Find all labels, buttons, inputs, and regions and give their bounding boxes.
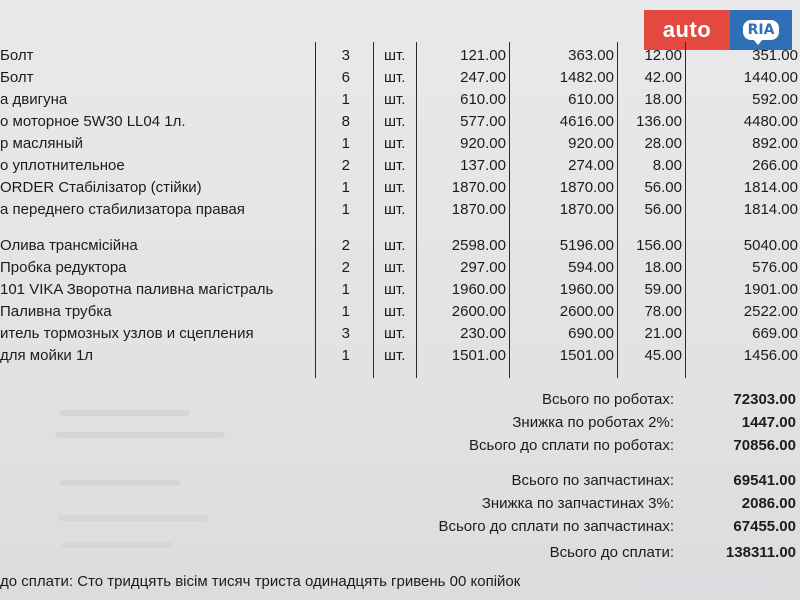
- cell-discount: 156.00: [636, 237, 682, 254]
- cell-sum: 5196.00: [559, 237, 614, 254]
- cell-total: 1814.00: [743, 179, 798, 196]
- total-label: Знижка по запчастинах 3%:: [481, 495, 674, 512]
- cell-price: 297.00: [460, 259, 506, 276]
- cell-unit: шт.: [384, 259, 406, 276]
- cell-qty: 1: [341, 179, 350, 196]
- cell-total: 2522.00: [743, 303, 798, 320]
- cell-unit: шт.: [384, 113, 406, 130]
- cell-name: 101 VIKA Зворотна паливна магістраль: [0, 281, 274, 298]
- cell-total: 1814.00: [743, 201, 798, 218]
- bleed-through-mark: [55, 432, 225, 438]
- cell-discount: 56.00: [644, 179, 682, 196]
- cell-price: 1870.00: [451, 179, 506, 196]
- cell-unit: шт.: [384, 135, 406, 152]
- cell-name: а двигуна: [0, 91, 68, 108]
- logo-auto-text: auto: [644, 10, 730, 50]
- table-row: [0, 323, 800, 345]
- bleed-through-mark: [60, 480, 180, 486]
- total-value: 70856.00: [733, 437, 796, 454]
- cell-sum: 594.00: [568, 259, 614, 276]
- total-label: Всього до сплати по роботах:: [468, 437, 674, 454]
- cell-discount: 8.00: [652, 157, 682, 174]
- cell-price: 1501.00: [451, 347, 506, 364]
- cell-unit: шт.: [384, 91, 406, 108]
- cell-sum: 1870.00: [559, 201, 614, 218]
- table-row: [0, 89, 800, 111]
- total-value: 138311.00: [725, 544, 796, 561]
- total-label: Всього до сплати:: [549, 544, 674, 561]
- cell-unit: шт.: [384, 47, 406, 64]
- bleed-through-mark: [58, 515, 208, 521]
- amount-in-words: до сплати: Сто тридцять вісім тисяч триста одинадцять гривень 00 копійок: [0, 573, 521, 590]
- cell-name: Болт: [0, 47, 34, 64]
- cell-discount: 56.00: [644, 201, 682, 218]
- cell-total: 892.00: [752, 135, 798, 152]
- cell-discount: 12.00: [644, 47, 682, 64]
- table-row: [0, 111, 800, 133]
- cell-sum: 1482.00: [559, 69, 614, 86]
- total-value: 67455.00: [733, 518, 796, 535]
- cell-qty: 1: [341, 303, 350, 320]
- cell-discount: 59.00: [644, 281, 682, 298]
- cell-sum: 274.00: [568, 157, 614, 174]
- cell-total: 1440.00: [743, 69, 798, 86]
- cell-name: Болт: [0, 69, 34, 86]
- table-row: [0, 199, 800, 221]
- cell-discount: 18.00: [644, 91, 682, 108]
- total-value: 69541.00: [733, 472, 796, 489]
- cell-name: Олива трансмісійна: [0, 237, 138, 254]
- total-value: 2086.00: [741, 495, 796, 512]
- cell-total: 4480.00: [743, 113, 798, 130]
- cell-total: 669.00: [752, 325, 798, 342]
- cell-sum: 2600.00: [559, 303, 614, 320]
- total-label: Всього по роботах:: [542, 391, 674, 408]
- table-row: [0, 257, 800, 279]
- table-row: [0, 67, 800, 89]
- cell-qty: 3: [341, 47, 350, 64]
- cell-sum: 363.00: [568, 47, 614, 64]
- cell-price: 121.00: [460, 47, 506, 64]
- parts-table: [0, 42, 800, 378]
- logo-ria-text: RIA: [743, 20, 780, 40]
- cell-discount: 28.00: [644, 135, 682, 152]
- table-row: [0, 45, 800, 67]
- cell-price: 1960.00: [451, 281, 506, 298]
- cell-sum: 690.00: [568, 325, 614, 342]
- cell-total: 351.00: [752, 47, 798, 64]
- cell-discount: 18.00: [644, 259, 682, 276]
- total-label: Знижка по роботах 2%:: [512, 414, 674, 431]
- cell-price: 610.00: [460, 91, 506, 108]
- total-label: Всього по запчастинах:: [511, 472, 674, 489]
- cell-total: 592.00: [752, 91, 798, 108]
- total-row: [0, 492, 800, 516]
- cell-discount: 42.00: [644, 69, 682, 86]
- cell-qty: 1: [341, 135, 350, 152]
- cell-total: 1456.00: [743, 347, 798, 364]
- cell-qty: 8: [341, 113, 350, 130]
- cell-name: о моторное 5W30 LL04 1л.: [0, 113, 186, 130]
- cell-name: о уплотнительное: [0, 157, 125, 174]
- cell-unit: шт.: [384, 179, 406, 196]
- cell-sum: 920.00: [568, 135, 614, 152]
- cell-discount: 45.00: [644, 347, 682, 364]
- cell-price: 1870.00: [451, 201, 506, 218]
- cell-price: 2600.00: [451, 303, 506, 320]
- cell-sum: 1870.00: [559, 179, 614, 196]
- cell-unit: шт.: [384, 201, 406, 218]
- cell-name: р масляный: [0, 135, 83, 152]
- cell-price: 577.00: [460, 113, 506, 130]
- bleed-through-mark: [62, 542, 172, 548]
- cell-qty: 1: [341, 201, 350, 218]
- table-row: [0, 177, 800, 199]
- cell-total: 576.00: [752, 259, 798, 276]
- total-label: Всього до сплати по запчастинах:: [438, 518, 674, 535]
- cell-qty: 2: [341, 157, 350, 174]
- cell-name: ORDER Стабілізатор (стійки): [0, 179, 202, 196]
- cell-name: для мойки 1л: [0, 347, 94, 364]
- cell-unit: шт.: [384, 157, 406, 174]
- cell-qty: 1: [341, 347, 350, 364]
- cell-name: Паливна трубка: [0, 303, 112, 320]
- cell-price: 137.00: [460, 157, 506, 174]
- bleed-through-mark: [60, 410, 190, 416]
- total-value: 1447.00: [741, 414, 796, 431]
- cell-name: а переднего стабилизатора правая: [0, 201, 245, 218]
- cell-qty: 2: [341, 259, 350, 276]
- cell-unit: шт.: [384, 237, 406, 254]
- cell-sum: 4616.00: [559, 113, 614, 130]
- total-value: 72303.00: [733, 391, 796, 408]
- cell-total: 266.00: [752, 157, 798, 174]
- table-row: [0, 155, 800, 177]
- cell-discount: 21.00: [644, 325, 682, 342]
- cell-unit: шт.: [384, 281, 406, 298]
- cell-unit: шт.: [384, 69, 406, 86]
- table-row: [0, 301, 800, 323]
- total-row: [0, 388, 800, 412]
- cell-sum: 610.00: [568, 91, 614, 108]
- table-row: [0, 345, 800, 367]
- cell-sum: 1960.00: [559, 281, 614, 298]
- cell-qty: 1: [341, 281, 350, 298]
- cell-price: 920.00: [460, 135, 506, 152]
- cell-discount: 136.00: [636, 113, 682, 130]
- cell-qty: 1: [341, 91, 350, 108]
- cell-qty: 3: [341, 325, 350, 342]
- cell-unit: шт.: [384, 347, 406, 364]
- cell-qty: 2: [341, 237, 350, 254]
- cell-total: 1901.00: [743, 281, 798, 298]
- cell-discount: 78.00: [644, 303, 682, 320]
- cell-name: Пробка редуктора: [0, 259, 127, 276]
- cell-price: 2598.00: [451, 237, 506, 254]
- cell-name: итель тормозных узлов и сцепления: [0, 325, 254, 342]
- table-row: [0, 235, 800, 257]
- cell-sum: 1501.00: [559, 347, 614, 364]
- cell-qty: 6: [341, 69, 350, 86]
- cell-unit: шт.: [384, 303, 406, 320]
- cell-price: 230.00: [460, 325, 506, 342]
- cell-unit: шт.: [384, 325, 406, 342]
- cell-price: 247.00: [460, 69, 506, 86]
- cell-total: 5040.00: [743, 237, 798, 254]
- table-row: [0, 133, 800, 155]
- table-row: [0, 279, 800, 301]
